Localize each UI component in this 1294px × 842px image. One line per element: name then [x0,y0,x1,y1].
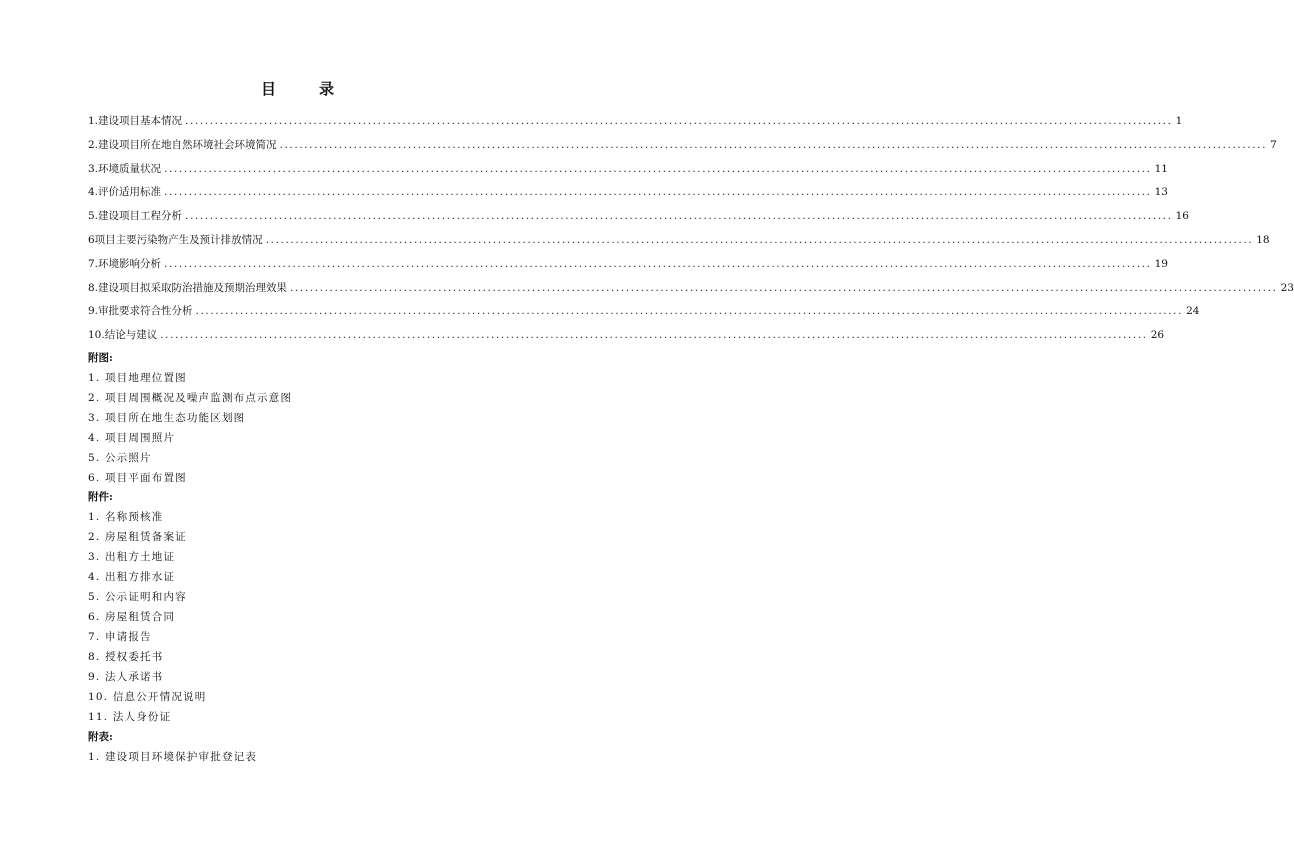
figure-item: 1. 项目地理位置图 [88,372,187,384]
attachment-item: 11. 法人身份证 [88,711,172,723]
toc-entry[interactable] [88,324,1165,348]
toc-entry[interactable] [88,181,1168,205]
toc-entry[interactable] [88,158,1168,182]
attachment-item: 6. 房屋租赁合同 [88,611,176,623]
toc-entry-page: 23 [1280,281,1294,294]
attachment-item: 2. 房屋租赁备案证 [88,531,187,543]
page-title: 目 录 [260,80,348,98]
toc-entry[interactable] [88,110,1183,134]
attachment-item: 7. 申请报告 [88,631,152,643]
toc-entry-label: 7.环境影响分析 [88,257,162,270]
toc-entry[interactable] [88,253,1168,277]
toc-entry-label: 4.评价适用标准 [88,186,162,199]
toc-entry-page: 19 [1154,257,1168,270]
tables-list [88,747,508,767]
figure-item: 2. 项目周围概况及噪声监测布点示意图 [88,392,293,404]
toc-entry-page: 11 [1154,162,1168,175]
toc-leader-dots: ........................................................................................................................................................................................................ [164,257,1152,270]
toc-entry-label: 8.建设项目拟采取防治措施及预期治理效果 [88,281,288,294]
attachment-item: 3. 出租方土地证 [88,551,176,563]
toc-entry[interactable] [88,300,1200,324]
toc-entry-label: 9.审批要求符合性分析 [88,305,193,318]
figure-item: 4. 项目周围照片 [88,432,176,444]
toc-leader-dots: ........................................................................................................................................................................................................ [185,210,1173,223]
toc-entry-page: 7 [1270,138,1277,151]
toc-leader-dots: ........................................................................................................................................................................................................ [164,186,1152,199]
attachment-item: 1. 名称预核准 [88,511,164,523]
figures-list [88,368,508,488]
table-item: 1. 建设项目环境保护审批登记表 [88,751,258,763]
tables-heading: 附表: [88,731,113,743]
toc-entry-page: 26 [1150,329,1165,342]
toc-entry-label: 5.建设项目工程分析 [88,210,183,223]
toc-entry-label: 1.建设项目基本情况 [88,115,183,127]
toc-entry-label: 6项目主要污染物产生及预计排放情况 [88,233,263,246]
figure-item: 5. 公示照片 [88,452,152,464]
toc-leader-dots: ........................................................................................................................................................................................................ [265,233,1254,246]
toc-entry[interactable] [88,134,1277,158]
attachment-item: 10. 信息公开情况说明 [88,691,207,703]
toc-entry[interactable] [88,277,1294,301]
toc-leader-dots: ........................................................................................................................................................................................................ [185,115,1173,127]
figure-item: 3. 项目所在地生态功能区划图 [88,412,246,424]
toc-leader-dots: ........................................................................................................................................................................................................ [279,138,1268,151]
attachment-item: 9. 法人承诺书 [88,671,164,683]
toc-leader-dots: ........................................................................................................................................................................................................ [164,162,1152,175]
toc-entry[interactable] [88,229,1270,253]
toc-entry-label: 10.结论与建议 [88,329,158,342]
figures-section [88,348,508,488]
attachment-item: 8. 授权委托书 [88,651,164,663]
attachment-item: 4. 出租方排水证 [88,571,176,583]
tables-section [88,727,508,767]
toc-entry-label: 2.建设项目所在地自然环境社会环境简况 [88,138,277,151]
figures-heading: 附图: [88,352,113,364]
toc-entry-page: 13 [1154,186,1168,199]
figure-item: 6. 项目平面布置图 [88,472,187,484]
attachments-list [88,507,508,727]
attachments-heading: 附件: [88,491,113,503]
toc-entry-label: 3.环境质量状况 [88,162,162,175]
toc-entry-page: 1 [1175,115,1183,127]
table-of-contents [88,110,1294,348]
attachments-section [88,487,508,727]
toc-leader-dots: ........................................................................................................................................................................................................ [195,305,1184,318]
toc-leader-dots: ........................................................................................................................................................................................................ [160,329,1148,342]
toc-entry-page: 24 [1186,305,1200,318]
toc-entry[interactable] [88,205,1189,229]
attachment-item: 5. 公示证明和内容 [88,591,187,603]
toc-leader-dots: ........................................................................................................................................................................................................ [290,281,1278,294]
toc-entry-page: 18 [1256,233,1270,246]
toc-entry-page: 16 [1175,210,1189,223]
